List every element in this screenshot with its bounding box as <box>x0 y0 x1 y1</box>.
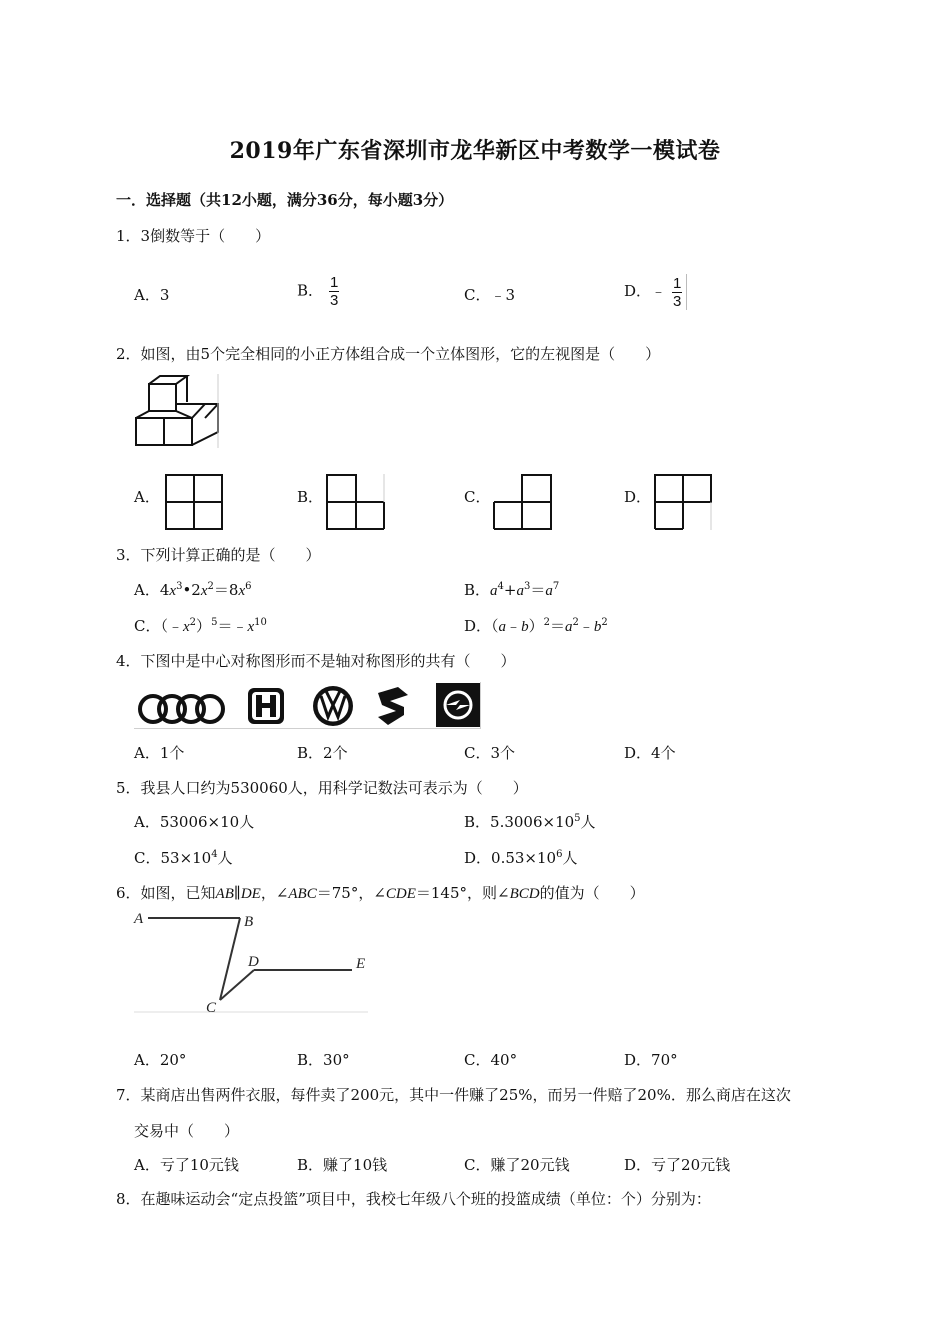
q2-option-b-figure <box>326 474 386 530</box>
question-6-stem: 6．如图，已知AB∥DE，∠ABC＝75°，∠CDE＝145°，则∠BCD的值为（ ） <box>116 884 645 902</box>
volkswagen-logo <box>312 685 354 727</box>
q7-option-a: A．亏了10元钱 <box>134 1156 239 1174</box>
section-heading: 一．选择题（共12小题，满分36分，每小题3分） <box>116 191 454 209</box>
point-label-d: D <box>248 954 259 970</box>
q6-option-b: B．30° <box>297 1051 350 1069</box>
geometry-figure <box>134 908 370 1014</box>
fraction-one-third: $\frac{1}{3}$ <box>673 274 682 310</box>
question-7-stem: 7．某商店出售两件衣服，每件卖了200元，其中一件赚了25%，而另一件赔了20%．那么商店在这次 <box>116 1086 791 1104</box>
q2-option-a-figure <box>165 474 223 530</box>
q5-option-d: D．$0.53\times 10^6$人 <box>464 849 578 867</box>
question-8-stem: 8．在趣味运动会“定点投篮”项目中，我校七年级八个班的投篮成绩（单位：个）分别为： <box>116 1190 711 1208</box>
opel-logo <box>436 683 480 727</box>
point-label-c: C <box>206 1000 217 1016</box>
q5-option-c: C．$53\times 10^4$人 <box>134 849 233 867</box>
q2-option-a: A． <box>134 488 160 506</box>
q6-option-c: C．40° <box>464 1051 518 1069</box>
q1-option-d: D．﹣ $\frac{1}{3}$ <box>624 274 687 310</box>
suzuki-logo <box>374 685 412 727</box>
q4-option-d: D．4个 <box>624 744 676 762</box>
point-label-a: A <box>134 911 144 927</box>
q2-option-b: B． <box>297 488 324 506</box>
q1-option-b: B． $\frac{1}{3}$ <box>297 274 339 309</box>
q7-option-d: D．亏了20元钱 <box>624 1156 731 1174</box>
page-title: 2019年广东省深圳市龙华新区中考数学一模试卷 <box>229 138 721 164</box>
q3-option-b: B．$a^4+a^3=a^7$ <box>464 581 560 599</box>
q5-option-a: A．53006×10人 <box>134 813 255 831</box>
cube-stack-figure <box>134 374 220 448</box>
honda-logo <box>247 687 285 725</box>
question-5-stem: 5．我县人口约为530060人，用科学记数法可表示为（ ） <box>116 779 528 797</box>
question-3-stem: 3．下列计算正确的是（ ） <box>116 546 321 564</box>
q2-option-c: C． <box>464 488 491 506</box>
q3-option-c: C．$(﹣x^2)^5=﹣x^{10}$ <box>134 617 267 635</box>
q1-option-c: C．﹣3 <box>464 286 516 304</box>
q6-option-d: D．70° <box>624 1051 678 1069</box>
q3-option-d: D．$(a﹣b)^2=a^2﹣b^2$ <box>464 617 608 635</box>
q1-option-a: A．3 <box>134 286 170 304</box>
question-1-stem: 1．3倒数等于（ ） <box>116 227 271 245</box>
q4-option-b: B．2个 <box>297 744 348 762</box>
point-label-b: B <box>244 914 254 930</box>
q7-option-b: B．赚了10钱 <box>297 1156 388 1174</box>
q4-option-a: A．1个 <box>134 744 185 762</box>
audi-rings-logo <box>136 692 228 726</box>
q2-option-c-figure <box>493 474 553 530</box>
q5-option-b: B．$5.3006\times 10^5$人 <box>464 813 596 831</box>
fraction-one-third: $\frac{1}{3}$ <box>330 274 339 309</box>
q6-option-a: A．20° <box>134 1051 187 1069</box>
question-4-stem: 4．下图中是中心对称图形而不是轴对称图形的共有（ ） <box>116 652 516 670</box>
point-label-e: E <box>356 956 366 972</box>
q2-option-d: D． <box>624 488 652 506</box>
q3-option-a: A．$4x^3•2x^2=8x^6$ <box>134 581 252 599</box>
question-7-stem-continued: 交易中（ ） <box>134 1122 240 1140</box>
question-2-stem: 2．如图，由5个完全相同的小正方体组合成一个立体图形，它的左视图是（ ） <box>116 345 661 363</box>
q7-option-c: C．赚了20元钱 <box>464 1156 570 1174</box>
q2-option-d-figure <box>654 474 714 530</box>
q4-option-c: C．3个 <box>464 744 516 762</box>
